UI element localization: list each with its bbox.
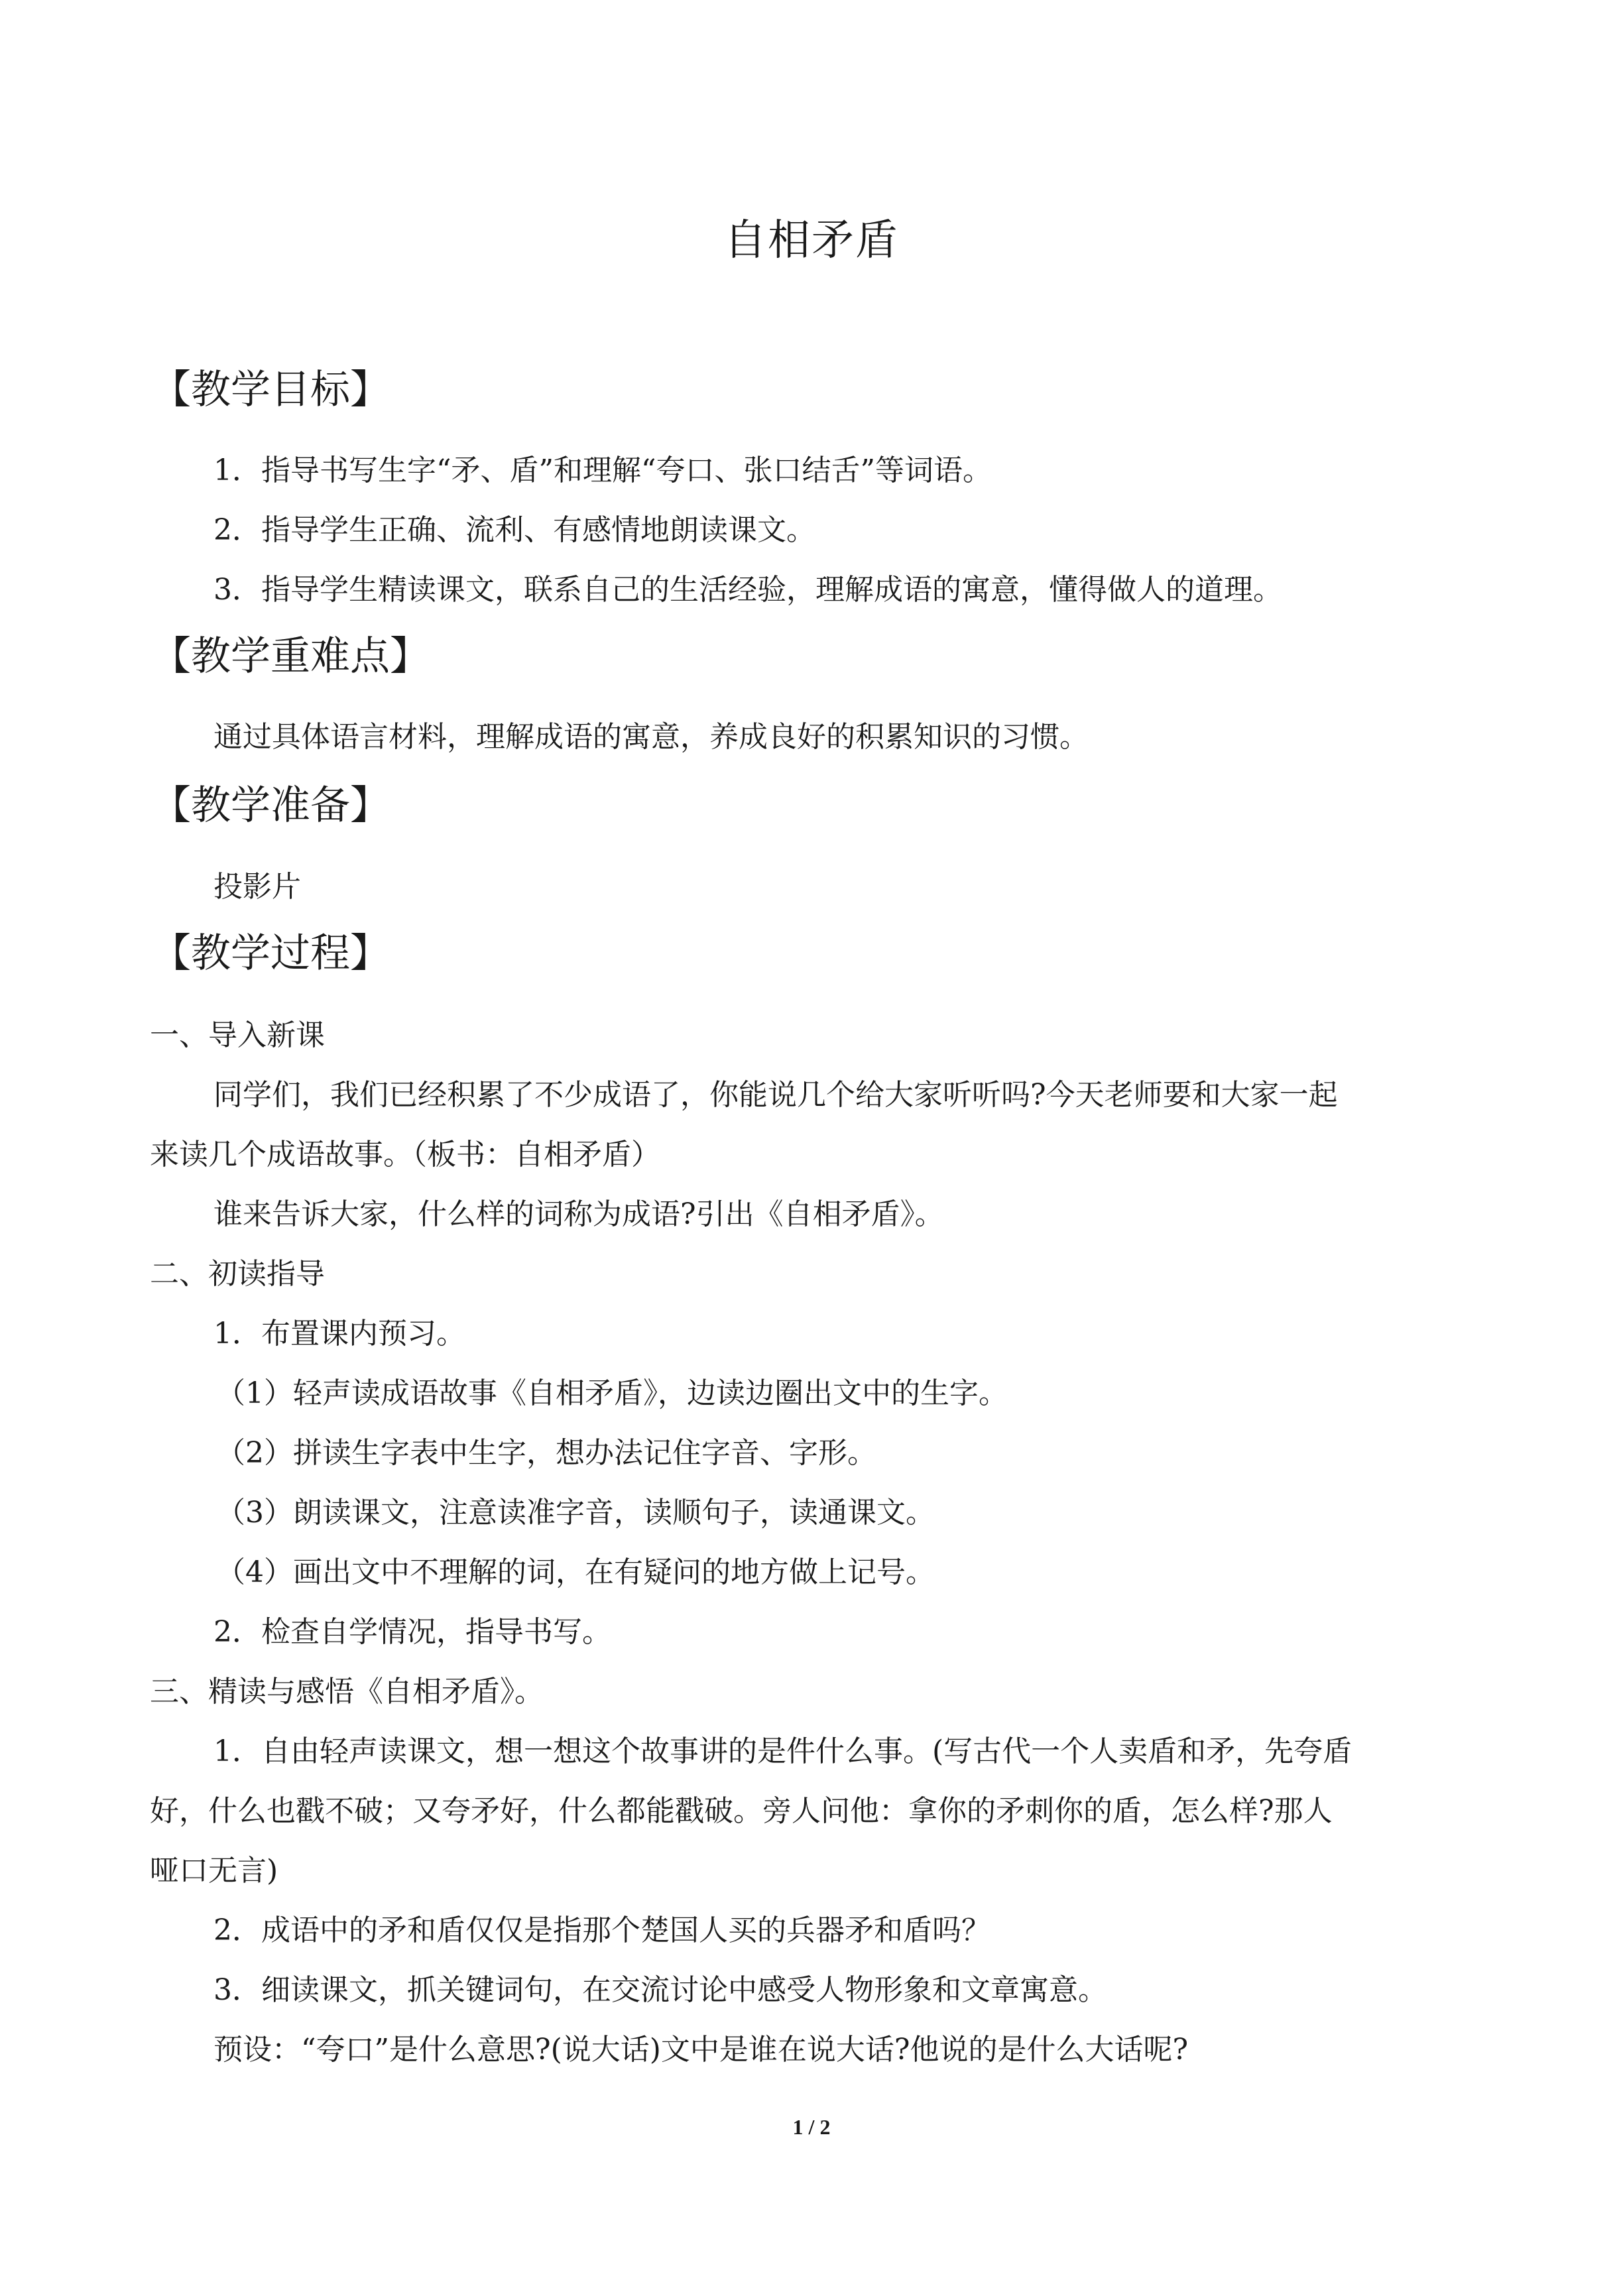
process-part3-title: 三、精读与感悟《自相矛盾》。 bbox=[150, 1675, 544, 1709]
step-item: 2．检查自学情况，指导书写。 bbox=[213, 1615, 611, 1649]
step-item: 2．成语中的矛和盾仅仅是指那个楚国人买的兵器矛和盾吗？ bbox=[213, 1913, 991, 1947]
sub-step-item: （4）画出文中不理解的词，在有疑问的地方做上记号。 bbox=[216, 1555, 935, 1589]
paragraph-line: 同学们，我们已经积累了不少成语了，你能说几个给大家听听吗?今天老师要和大家一起 bbox=[213, 1078, 1338, 1112]
section-heading-goals: 【教学目标】 bbox=[151, 367, 390, 413]
section-heading-preparation: 【教学准备】 bbox=[151, 782, 390, 829]
step-item: 3．细读课文，抓关键词句，在交流讨论中感受人物形象和文章寓意。 bbox=[213, 1973, 1107, 2007]
page-title: 自相矛盾 bbox=[724, 216, 899, 265]
preparation-text: 投影片 bbox=[213, 870, 301, 904]
key-points-text: 通过具体语言材料，理解成语的寓意，养成良好的积累知识的习惯。 bbox=[213, 720, 1089, 754]
process-part1-title: 一、导入新课 bbox=[150, 1018, 325, 1052]
paragraph-line: 来读几个成语故事。（板书：自相矛盾） bbox=[150, 1138, 660, 1172]
paragraph-line: 谁来告诉大家，什么样的词称为成语?引出《自相矛盾》。 bbox=[213, 1197, 944, 1231]
section-heading-key-points: 【教学重难点】 bbox=[151, 633, 430, 680]
paragraph-line: 1．自由轻声读课文，想一想这个故事讲的是件什么事。(写古代一个人卖盾和矛，先夸盾 bbox=[213, 1734, 1352, 1768]
paragraph-line: 好，什么也戳不破；又夸矛好，什么都能戳破。旁人问他：拿你的矛刺你的盾，怎么样?那人 bbox=[150, 1794, 1333, 1828]
process-part2-title: 二、初读指导 bbox=[150, 1257, 325, 1291]
goal-item: 3．指导学生精读课文，联系自己的生活经验，理解成语的寓意，懂得做人的道理。 bbox=[213, 573, 1282, 607]
goal-item: 2．指导学生正确、流利、有感情地朗读课文。 bbox=[213, 513, 815, 547]
section-heading-process: 【教学过程】 bbox=[151, 930, 390, 977]
sub-step-item: （2）拼读生字表中生字，想办法记住字音、字形。 bbox=[216, 1436, 876, 1470]
page-number: 1 / 2 bbox=[792, 2115, 831, 2139]
paragraph-line: 哑口无言) bbox=[150, 1854, 278, 1888]
paragraph-line: 预设：“夸口”是什么意思?(说大话)文中是谁在说大话?他说的是什么大话呢? bbox=[213, 2033, 1189, 2067]
step-item: 1．布置课内预习。 bbox=[213, 1317, 465, 1351]
goal-item: 1．指导书写生字“矛、盾”和理解“夸口、张口结舌”等词语。 bbox=[213, 453, 992, 487]
sub-step-item: （1）轻声读成语故事《自相矛盾》，边读边圈出文中的生字。 bbox=[216, 1376, 1008, 1410]
sub-step-item: （3）朗读课文，注意读准字音，读顺句子，读通课文。 bbox=[216, 1496, 935, 1530]
